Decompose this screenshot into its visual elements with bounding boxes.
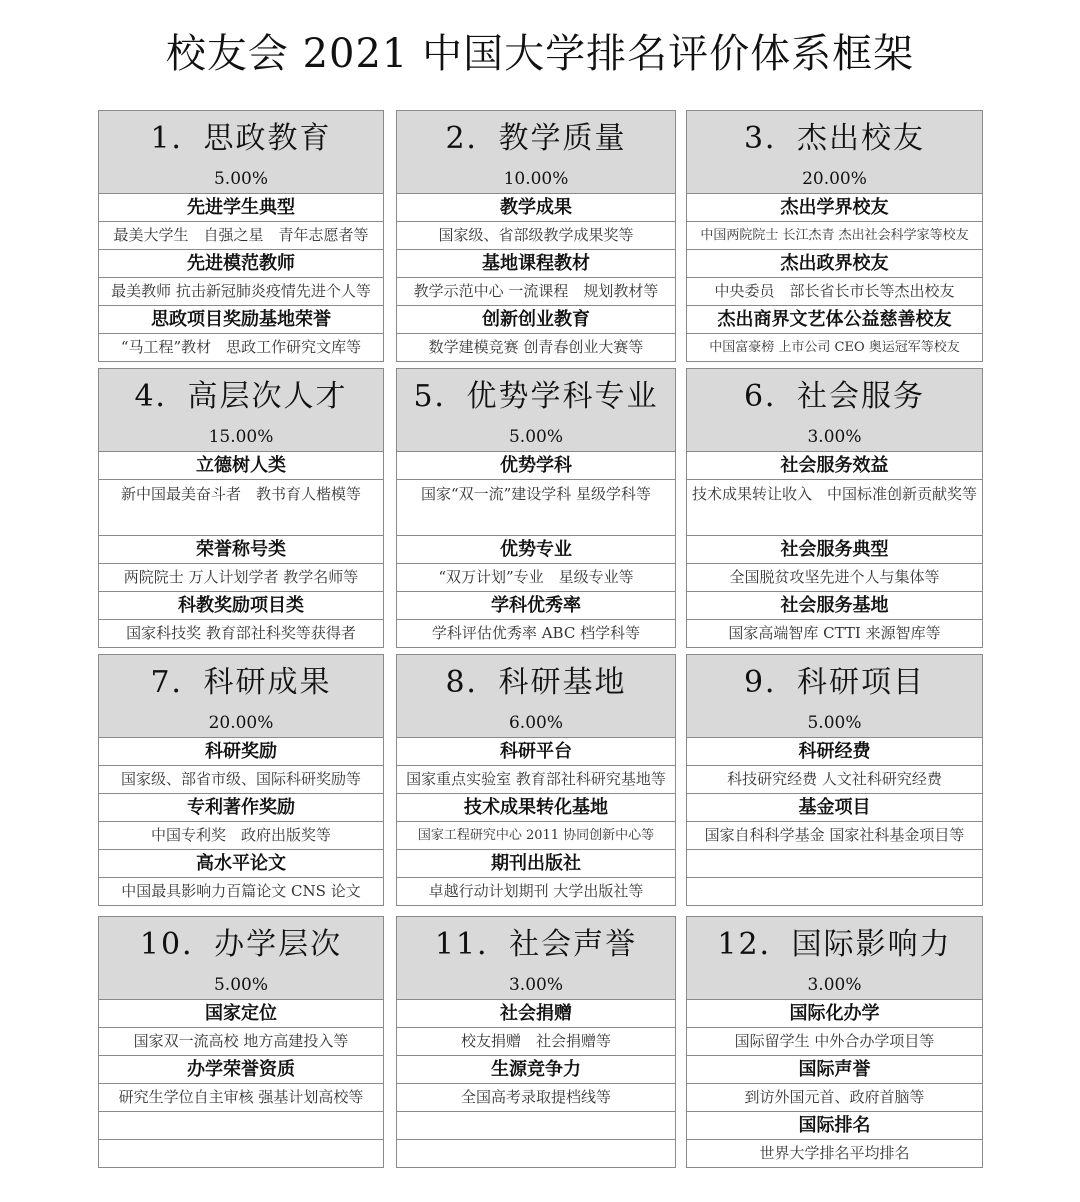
indicator-header (396, 110, 676, 194)
sub-indicator-description: “双万计划”专业 星级专业等 (396, 563, 676, 592)
sub-indicator: 创新创业教育 (396, 305, 676, 334)
page-title: 校友会 2021 中国大学排名评价体系框架 (165, 31, 915, 77)
sub-indicator-description: 国家双一流高校 地方高建投入等 (98, 1027, 384, 1056)
indicator-name: 10．办学层次 (139, 927, 343, 962)
indicator-header (98, 368, 384, 452)
sub-indicator: 生源竞争力 (396, 1055, 676, 1084)
sub-indicator-description: 最美大学生 自强之星 青年志愿者等 (98, 221, 384, 250)
indicator-name: 12．国际影响力 (717, 927, 952, 962)
sub-indicator-description: 国家自科科学基金 国家社科基金项目等 (686, 821, 983, 850)
sub-indicator-description: 卓越行动计划期刊 大学出版社等 (396, 877, 676, 906)
sub-indicator: 思政项目奖励基地荣誉 (98, 305, 384, 334)
sub-indicator-description: 中国两院院士 长江杰青 杰出社会科学家等校友 (686, 221, 983, 250)
sub-indicator-description: 国家工程研究中心 2011 协同创新中心等 (396, 821, 676, 850)
indicator-name: 9．科研项目 (743, 665, 926, 700)
sub-indicator: 国家定位 (98, 999, 384, 1028)
sub-indicator: 国际排名 (686, 1111, 983, 1140)
sub-indicator: 优势专业 (396, 535, 676, 564)
sub-indicator-description (686, 877, 983, 906)
indicator-name: 2．教学质量 (445, 121, 627, 156)
indicator-header (686, 110, 983, 194)
sub-indicator-description: 学科评估优秀率 ABC 档学科等 (396, 619, 676, 648)
sub-indicator-description (396, 1139, 676, 1168)
sub-indicator: 科研平台 (396, 737, 676, 766)
sub-indicator: 杰出学界校友 (686, 193, 983, 222)
sub-indicator-description: 中国专利奖 政府出版奖等 (98, 821, 384, 850)
indicator-header (396, 654, 676, 738)
sub-indicator-description: 中央委员 部长省长市长等杰出校友 (686, 277, 983, 306)
indicator-name: 1．思政教育 (150, 121, 332, 156)
sub-indicator-description: 科技研究经费 人文社科研究经费 (686, 765, 983, 794)
indicator-weight: 3.00% (508, 975, 563, 995)
sub-indicator-description: 世界大学排名平均排名 (686, 1139, 983, 1168)
sub-indicator: 科研经费 (686, 737, 983, 766)
sub-indicator: 基地课程教材 (396, 249, 676, 278)
indicator-name: 8．科研基地 (445, 665, 627, 700)
indicator-header (98, 654, 384, 738)
sub-indicator-description: 国家级、省部级教学成果奖等 (396, 221, 676, 250)
sub-indicator-description: 技术成果转让收入 中国标准创新贡献奖等 (686, 479, 983, 536)
sub-indicator-description (98, 1139, 384, 1168)
indicator-name: 4．高层次人才 (134, 379, 348, 414)
indicator-name: 5．优势学科专业 (413, 379, 659, 414)
sub-indicator-description: “马工程”教材 思政工作研究文库等 (98, 333, 384, 362)
sub-indicator-description: 国家“双一流”建设学科 星级学科等 (396, 479, 676, 536)
indicator-header (396, 916, 676, 1000)
sub-indicator: 科教奖励项目类 (98, 591, 384, 620)
sub-indicator-description: 新中国最美奋斗者 教书育人楷模等 (98, 479, 384, 536)
sub-indicator: 社会服务效益 (686, 451, 983, 480)
indicator-header (686, 368, 983, 452)
indicator-weight: 5.00% (807, 713, 862, 733)
sub-indicator: 国际化办学 (686, 999, 983, 1028)
sub-indicator (686, 849, 983, 878)
sub-indicator: 荣誉称号类 (98, 535, 384, 564)
indicator-weight: 5.00% (213, 975, 268, 995)
sub-indicator-description: 校友捐赠 社会捐赠等 (396, 1027, 676, 1056)
sub-indicator-description: 两院院士 万人计划学者 教学名师等 (98, 563, 384, 592)
sub-indicator-description: 中国富豪榜 上市公司 CEO 奥运冠军等校友 (686, 333, 983, 362)
sub-indicator-description: 到访外国元首、政府首脑等 (686, 1083, 983, 1112)
indicator-name: 3．杰出校友 (743, 121, 926, 156)
indicator-name: 6．社会服务 (743, 379, 926, 414)
sub-indicator-description: 研究生学位自主审核 强基计划高校等 (98, 1083, 384, 1112)
sub-indicator-description: 国家重点实验室 教育部社科研究基地等 (396, 765, 676, 794)
indicator-header (686, 654, 983, 738)
sub-indicator: 杰出政界校友 (686, 249, 983, 278)
sub-indicator-description: 国家高端智库 CTTI 来源智库等 (686, 619, 983, 648)
sub-indicator: 技术成果转化基地 (396, 793, 676, 822)
indicator-header (686, 916, 983, 1000)
sub-indicator-description: 中国最具影响力百篇论文 CNS 论文 (98, 877, 384, 906)
indicator-name: 7．科研成果 (150, 665, 332, 700)
sub-indicator: 期刊出版社 (396, 849, 676, 878)
indicator-weight: 6.00% (508, 713, 563, 733)
sub-indicator-description: 全国脱贫攻坚先进个人与集体等 (686, 563, 983, 592)
sub-indicator-description: 国际留学生 中外合办学项目等 (686, 1027, 983, 1056)
sub-indicator: 先进模范教师 (98, 249, 384, 278)
indicator-header (396, 368, 676, 452)
sub-indicator-description: 最美教师 抗击新冠肺炎疫情先进个人等 (98, 277, 384, 306)
sub-indicator: 社会服务基地 (686, 591, 983, 620)
indicator-weight: 15.00% (208, 427, 274, 447)
sub-indicator (98, 1111, 384, 1140)
sub-indicator: 专利著作奖励 (98, 793, 384, 822)
indicator-weight: 10.00% (503, 169, 569, 189)
sub-indicator: 立德树人类 (98, 451, 384, 480)
indicator-header (98, 916, 384, 1000)
indicator-weight: 20.00% (802, 169, 867, 189)
indicator-weight: 5.00% (213, 169, 268, 189)
indicator-weight: 3.00% (807, 427, 862, 447)
sub-indicator: 高水平论文 (98, 849, 384, 878)
indicator-weight: 20.00% (208, 713, 274, 733)
indicator-weight: 5.00% (508, 427, 563, 447)
sub-indicator: 教学成果 (396, 193, 676, 222)
sub-indicator: 先进学生典型 (98, 193, 384, 222)
sub-indicator: 学科优秀率 (396, 591, 676, 620)
indicator-weight: 3.00% (807, 975, 862, 995)
sub-indicator-description: 国家科技奖 教育部社科奖等获得者 (98, 619, 384, 648)
sub-indicator-description: 数学建模竞赛 创青春创业大赛等 (396, 333, 676, 362)
sub-indicator: 国际声誉 (686, 1055, 983, 1084)
sub-indicator: 基金项目 (686, 793, 983, 822)
sub-indicator-description: 教学示范中心 一流课程 规划教材等 (396, 277, 676, 306)
sub-indicator-description: 国家级、部省市级、国际科研奖励等 (98, 765, 384, 794)
indicator-name: 11．社会声誉 (434, 927, 638, 962)
sub-indicator: 办学荣誉资质 (98, 1055, 384, 1084)
indicator-header (98, 110, 384, 194)
sub-indicator-description: 全国高考录取提档线等 (396, 1083, 676, 1112)
sub-indicator: 社会捐赠 (396, 999, 676, 1028)
sub-indicator: 杰出商界文艺体公益慈善校友 (686, 305, 983, 334)
sub-indicator (396, 1111, 676, 1140)
sub-indicator: 科研奖励 (98, 737, 384, 766)
sub-indicator: 社会服务典型 (686, 535, 983, 564)
sub-indicator: 优势学科 (396, 451, 676, 480)
